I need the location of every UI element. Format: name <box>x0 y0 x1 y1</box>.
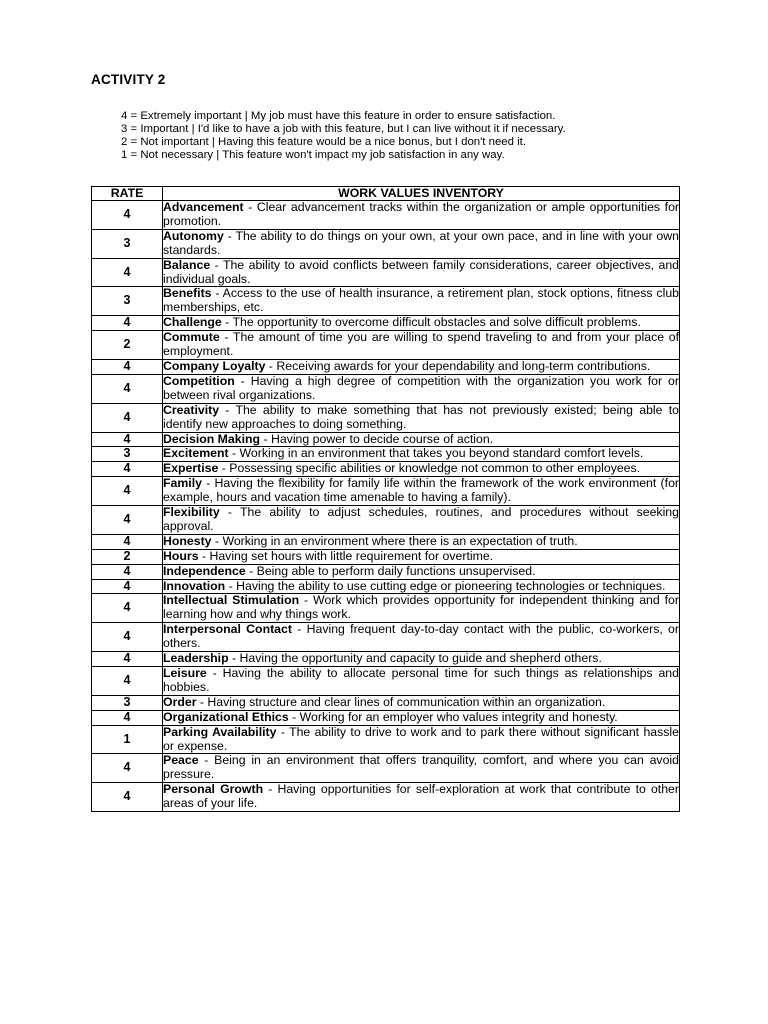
rate-cell: 2 <box>92 549 163 564</box>
value-term: Innovation <box>163 578 226 593</box>
value-description: - Having opportunities for self-exploration at work that contribute to other areas of your life. <box>163 782 679 811</box>
rating-legend <box>121 110 566 162</box>
table-row <box>92 287 680 316</box>
value-description-cell <box>163 506 680 535</box>
rate-cell: 3 <box>92 287 163 316</box>
value-description-cell <box>163 359 680 374</box>
value-term: Challenge <box>163 315 222 330</box>
table-row <box>92 534 680 549</box>
value-term: Commute <box>163 330 220 345</box>
value-description-cell <box>163 534 680 549</box>
table-body <box>92 201 680 812</box>
value-term: Independence <box>163 563 246 578</box>
value-description: - Working in an environment that takes you beyond standard comfort levels. <box>228 446 644 461</box>
value-description-cell <box>163 564 680 579</box>
table-header-row <box>92 187 680 201</box>
value-description-cell <box>163 374 680 403</box>
value-term: Expertise <box>163 461 219 476</box>
rate-cell: 4 <box>92 710 163 725</box>
value-term: Family <box>163 476 202 491</box>
value-description: - The amount of time you are willing to spend traveling to and from your place of employment. <box>163 330 679 359</box>
value-term: Hours <box>163 548 199 563</box>
value-description-cell <box>163 331 680 360</box>
table-row <box>92 506 680 535</box>
value-description: - Having a high degree of competition with the organization you work for or between rival organizations. <box>163 373 679 402</box>
value-term: Organizational Ethics <box>163 709 289 724</box>
legend-line-2: 2 = Not important | Having this feature would be a nice bonus, but I don't need it. <box>121 136 527 148</box>
value-term: Interpersonal Contact <box>163 622 292 637</box>
table-row <box>92 403 680 432</box>
value-description: - Having the opportunity and capacity to guide and shepherd others. <box>228 651 602 666</box>
value-description: - The ability to make something that has not previously existed; being able to identify new approaches to doing something. <box>163 402 679 431</box>
rate-cell: 4 <box>92 506 163 535</box>
value-term: Leisure <box>163 666 207 680</box>
table-row <box>92 432 680 447</box>
value-description-cell <box>163 754 680 783</box>
value-description-cell <box>163 667 680 696</box>
rate-cell: 4 <box>92 564 163 579</box>
table-row <box>92 725 680 754</box>
rate-cell: 3 <box>92 695 163 710</box>
value-description-cell <box>163 652 680 667</box>
table-row <box>92 652 680 667</box>
value-description-cell <box>163 710 680 725</box>
value-term: Competition <box>163 373 235 388</box>
value-term: Excitement <box>163 446 229 461</box>
rate-cell: 4 <box>92 403 163 432</box>
table-row <box>92 447 680 462</box>
value-description-cell <box>163 201 680 230</box>
value-description-cell <box>163 594 680 623</box>
rate-cell: 3 <box>92 447 163 462</box>
rate-cell: 4 <box>92 462 163 477</box>
value-term: Advancement <box>163 200 244 214</box>
rate-cell: 4 <box>92 754 163 783</box>
table-row <box>92 623 680 652</box>
table-row <box>92 695 680 710</box>
rate-cell: 4 <box>92 477 163 506</box>
rate-cell: 3 <box>92 229 163 258</box>
value-term: Flexibility <box>163 505 220 520</box>
value-description: - Having power to decide course of action. <box>260 431 494 446</box>
value-description: - Work which provides opportunity for independent thinking and for learning how and why things work. <box>163 593 679 622</box>
value-description: - Working for an employer who values integrity and honesty. <box>288 709 618 724</box>
value-description-cell <box>163 477 680 506</box>
page-title: ACTIVITY 2 <box>91 72 166 87</box>
value-description-cell <box>163 462 680 477</box>
value-description: - Being in an environment that offers tranquility, comfort, and where you can avoid pressure. <box>163 753 679 782</box>
value-description: - Receiving awards for your dependability and long-term contributions. <box>265 358 651 373</box>
table-row <box>92 258 680 287</box>
rate-cell: 2 <box>92 331 163 360</box>
value-term: Intellectual Stimulation <box>163 593 300 608</box>
value-term: Honesty <box>163 533 212 548</box>
rate-cell: 4 <box>92 594 163 623</box>
value-description: - The opportunity to overcome difficult obstacles and solve difficult problems. <box>221 315 641 330</box>
rate-cell: 4 <box>92 652 163 667</box>
table-row <box>92 331 680 360</box>
value-description: - Working in an environment where there is an expectation of truth. <box>211 533 578 548</box>
inventory-column-header: WORK VALUES INVENTORY <box>163 187 680 201</box>
table-row <box>92 710 680 725</box>
rate-cell: 4 <box>92 579 163 594</box>
table-row <box>92 201 680 230</box>
value-term: Parking Availability <box>163 724 277 739</box>
rate-cell: 4 <box>92 432 163 447</box>
table-row <box>92 229 680 258</box>
value-description-cell <box>163 549 680 564</box>
value-term: Leadership <box>163 651 229 666</box>
rate-cell: 4 <box>92 258 163 287</box>
legend-line-3: 3 = Important | I'd like to have a job with this feature, but I can live without it if necessary. <box>121 123 566 135</box>
value-description: - The ability to adjust schedules, routines, and procedures without seeking approval. <box>163 505 679 533</box>
value-description: - Clear advancement tracks within the organization or ample opportunities for promotion. <box>163 200 679 228</box>
table-row <box>92 316 680 331</box>
value-description: - Having set hours with little requirement for overtime. <box>198 548 494 563</box>
rate-cell: 4 <box>92 783 163 812</box>
value-term: Personal Growth <box>163 782 264 797</box>
table-row <box>92 359 680 374</box>
rate-cell: 4 <box>92 359 163 374</box>
table-row <box>92 754 680 783</box>
value-term: Benefits <box>163 286 212 301</box>
value-description: - The ability to do things on your own, at your own pace, and in line with your own standards. <box>163 228 679 257</box>
table-row <box>92 477 680 506</box>
rate-column-header: RATE <box>92 187 163 201</box>
table-row <box>92 564 680 579</box>
table-row <box>92 549 680 564</box>
value-description-cell <box>163 447 680 462</box>
value-description-cell <box>163 287 680 316</box>
value-description: - Having the ability to use cutting edge or pioneering technologies or techniques. <box>225 578 666 593</box>
value-description-cell <box>163 725 680 754</box>
value-term: Balance <box>163 257 211 272</box>
value-description-cell <box>163 695 680 710</box>
value-term: Autonomy <box>163 228 224 243</box>
value-description-cell <box>163 623 680 652</box>
legend-line-1: 1 = Not necessary | This feature won't impact my job satisfaction in any way. <box>121 149 505 161</box>
rate-cell: 4 <box>92 667 163 696</box>
rate-cell: 1 <box>92 725 163 754</box>
value-description: - Having frequent day-to-day contact with the public, co-workers, or others. <box>163 622 679 651</box>
rate-cell: 4 <box>92 623 163 652</box>
value-description: - Access to the use of health insurance, a retirement plan, stock options, fitness club memberships, etc. <box>163 286 679 315</box>
legend-line-4: 4 = Extremely important | My job must have this feature in order to ensure satisfaction. <box>121 110 556 122</box>
value-description-cell <box>163 432 680 447</box>
rate-cell: 4 <box>92 534 163 549</box>
value-term: Company Loyalty <box>163 358 266 373</box>
rate-cell: 4 <box>92 201 163 230</box>
value-description-cell <box>163 579 680 594</box>
rate-cell: 4 <box>92 374 163 403</box>
value-term: Creativity <box>163 402 220 417</box>
value-description: - Being able to perform daily functions unsupervised. <box>245 563 536 578</box>
value-description: - The ability to drive to work and to park there without significant hassle or expense. <box>163 724 679 753</box>
value-description-cell <box>163 403 680 432</box>
value-term: Order <box>163 694 197 709</box>
table-row <box>92 462 680 477</box>
value-description-cell <box>163 316 680 331</box>
value-term: Peace <box>163 753 199 768</box>
value-description-cell <box>163 258 680 287</box>
work-values-table <box>91 186 680 812</box>
value-description-cell <box>163 229 680 258</box>
value-description: - Having the ability to allocate personal time for such things as relationships and hobbies. <box>163 666 679 694</box>
table-row <box>92 579 680 594</box>
table-row <box>92 667 680 696</box>
table-row <box>92 783 680 812</box>
rate-cell: 4 <box>92 316 163 331</box>
value-description: - Having the flexibility for family life within the framework of the work environment (for example, hours and vacation time amenable to having a family). <box>163 476 679 505</box>
value-term: Decision Making <box>163 431 261 446</box>
value-description: - Possessing specific abilities or knowledge not common to other employees. <box>218 461 641 476</box>
value-description-cell <box>163 783 680 812</box>
value-description: - The ability to avoid conflicts between family considerations, career objectives, and individual goals. <box>163 257 679 286</box>
table-row <box>92 594 680 623</box>
table-row <box>92 374 680 403</box>
value-description: - Having structure and clear lines of communication within an organization. <box>196 694 606 709</box>
